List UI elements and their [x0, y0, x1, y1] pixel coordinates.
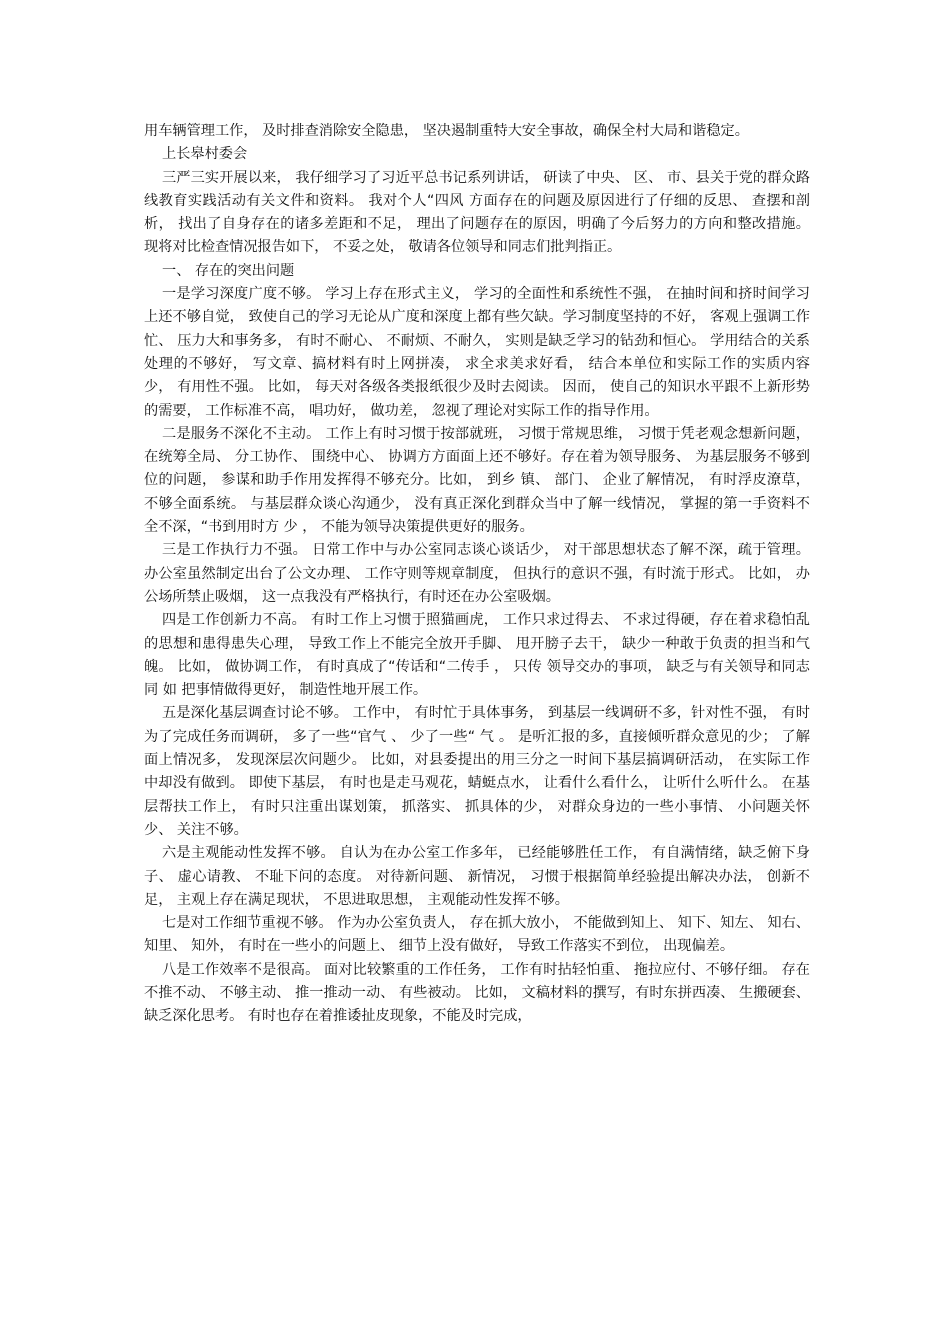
paragraph-problem-8: 八是工作效率不是很高。 面对比较繁重的工作任务， 工作有时拈轻怕重、 拖拉应付、不够仔细。 存在不推不动、 不够主动、 推一推动一动、 有些被动。 比如， 文稿材料的撰写，有时东拼西凑、 生搬硬套、 缺乏深化思考。 有时也存在着推诿扯皮现象，不能及时完成， [144, 961, 810, 1025]
paragraph-problem-3: 三是工作执行力不强。 日常工作中与办公室同志谈心谈话少， 对干部思想状态了解不深，疏于管理。 办公室虽然制定出台了公文办理、 工作守则等规章制度， 但执行的意识不强，有时流于形式。 比如， 办公场所禁止吸烟， 这一点我没有严格执行，有时还在办公室吸烟。 [144, 542, 810, 605]
paragraph-problem-7: 七是对工作细节重视不够。 作为办公室负责人， 存在抓大放小， 不能做到知上、 知下、知左、 知右、 知里、 知外， 有时在一些小的问题上、 细节上没有做好， 导致工作落实不到位， 出现偏差。 [144, 915, 810, 955]
paragraph-opening: 三严三实开展以来， 我仔细学习了习近平总书记系列讲话， 研读了中央、 区、 市、县关于党的群众路线教育实践活动有关文件和资料。 我对个人“四风 方面存在的问题及原因进行了仔细的反思、 查摆和剖析， 找出了自身存在的诸多差距和不足， 理出了问题存在的原因，明确了今后努力的方向和整改措施。 现将对比检查情况报告如下， 不妥之处， 敬请各位领导和同志们批判指正。 [144, 169, 810, 256]
paragraph-problem-1: 一是学习深度广度不够。 学习上存在形式主义， 学习的全面性和系统性不强， 在抽时间和挤时间学习上还不够自觉， 致使自己的学习无论从广度和深度上都有些欠缺。学习制度坚持的不好， 客观上强调工作忙、 压力大和事务多， 有时不耐心、 不耐烦、不耐久， 实则是缺乏学习的钻劲和恒心。 学用结合的关系处理的不够好， 写文章、搞材料有时上网拼凑， 求全求美求好看， 结合本单位和实际工作的实质内容少， 有用性不强。 比如， 每天对各级各类报纸很少及时去阅读。 因而， 使自己的知识水平跟不上新形势的需要， 工作标准不高， 唱功好， 做功差， 忽视了理论对实际工作的指导作用。 [144, 286, 810, 419]
paragraph-problem-5: 五是深化基层调查讨论不够。 工作中， 有时忙于具体事务， 到基层一线调研不多，针对性不强， 有时为了完成任务而调研， 多了一些“官气 、 少了一些“ 气 。 是听汇报的多，直接倾听群众意见的少； 了解面上情况多， 发现深层次问题少。 比如，对县委提出的用三分之一时间下基层搞调研活动， 在实际工作中却没有做到。 即使下基层， 有时也是走马观花，蜻蜓点水， 让看什么看什么， 让听什么听什么。 在基层帮扶工作上， 有时只注重出谋划策， 抓落实、 抓具体的少， 对群众身边的一些小事情、 小问题关怀少、 关注不够。 [144, 705, 810, 838]
paragraph-problem-2: 二是服务不深化不主动。 工作上有时习惯于按部就班， 习惯于常规思维， 习惯于凭老观念想新问题， 在统筹全局、 分工协作、 围绕中心、 协调方方面面上还不够好。存在着为领导服务、 为基层服务不够到位的问题， 参谋和助手作用发挥得不够充分。比如， 到乡 镇、 部门、 企业了解情况， 有时浮皮潦草， 不够全面系统。 与基层群众谈心沟通少， 没有真正深化到群众当中了解一线情况， 掌握的第一手资料不全不深，“书到用时方 少 ， 不能为领导决策提供更好的服务。 [144, 425, 810, 536]
paragraph-problem-6: 六是主观能动性发挥不够。 自认为在办公室工作多年， 已经能够胜任工作， 有自满情绪，缺乏俯下身子、 虚心请教、 不耻下问的态度。 对待新问题、 新情况， 习惯于根据简单经验提出解决办法， 创新不足， 主观上存在满足现状， 不思进取思想， 主观能动性发挥不够。 [144, 845, 810, 908]
organization-name: 上长皋村委会 [162, 146, 248, 163]
paragraph-intro-continuation: 用车辆管理工作， 及时排查消除安全隐患， 坚决遏制重特大安全事故，确保全村大局和谐稳定。 [144, 123, 749, 139]
section-heading: 一、 存在的突出问题 [162, 262, 295, 279]
document-page [144, 120, 810, 1029]
paragraph-problem-4: 四是工作创新力不高。 有时工作上习惯于照猫画虎， 工作只求过得去、 不求过得硬，存在着求稳怕乱的思想和患得患失心理， 导致工作上不能完全放开手脚、 甩开膀子去干， 缺少一种敢于负责的担当和气魄。 比如， 做协调工作， 有时真成了“传话和“二传手 ， 只传 领导交办的事项， 缺乏与有关领导和同志 同 如 把事情做得更好， 制造性地开展工作。 [144, 612, 810, 699]
